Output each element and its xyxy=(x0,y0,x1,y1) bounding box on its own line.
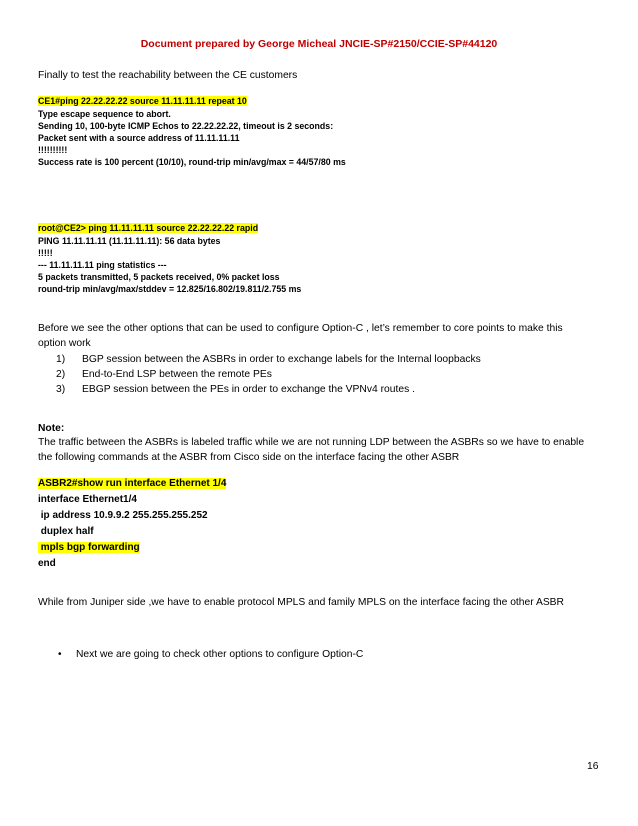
list-item-text: BGP session between the ASBRs in order to exchange labels for the Internal loopbacks xyxy=(82,354,481,365)
asbr-config-line: duplex half xyxy=(38,526,94,537)
asbr-config-line: interface Ethernet1/4 xyxy=(38,494,137,505)
asbr-config-line: ip address 10.9.9.2 255.255.255.252 xyxy=(38,510,208,521)
list-item-number: 1) xyxy=(56,354,66,365)
list-item-number: 3) xyxy=(56,384,66,395)
ce2-output-line: PING 11.11.11.11 (11.11.11.11): 56 data bytes xyxy=(38,236,221,246)
ce2-output-line: 5 packets transmitted, 5 packets received, 0% packet loss xyxy=(38,272,280,282)
document-header: Document prepared by George Micheal JNCIE-SP#2150/CCIE-SP#44120 xyxy=(140,38,498,50)
core-points-list xyxy=(38,352,481,397)
ce1-output-line: Type escape sequence to abort. xyxy=(38,109,171,119)
bullet-text: Next we are going to check other options to configure Option-C xyxy=(76,649,364,660)
note-text-line: the following commands at the ASBR from Cisco side on the interface facing the other ASBR xyxy=(38,452,460,463)
ce1-output-line: Success rate is 100 percent (10/10), round-trip min/avg/max = 44/57/80 ms xyxy=(38,157,346,167)
asbr-show-command: ASBR2#show run interface Ethernet 1/4 xyxy=(38,478,227,489)
list-item-number: 2) xyxy=(56,369,66,380)
options-paragraph-line: option work xyxy=(38,338,91,349)
asbr-config-line: end xyxy=(38,558,56,569)
list-item xyxy=(38,352,481,367)
ce1-ping-command: CE1#ping 22.22.22.22 source 11.11.11.11 repeat 10 xyxy=(38,96,247,106)
ce2-output-line: round-trip min/avg/max/stddev = 12.825/16.802/19.811/2.755 ms xyxy=(38,284,302,294)
note-heading: Note: xyxy=(38,423,65,434)
page-number: 16 xyxy=(587,761,599,772)
ce2-output-line: --- 11.11.11.11 ping statistics --- xyxy=(38,260,167,270)
list-item-text: End-to-End LSP between the remote PEs xyxy=(82,369,272,380)
note-text-line: The traffic between the ASBRs is labeled traffic while we are not running LDP between the ASBRs so we have to enable xyxy=(38,437,585,448)
juniper-text: While from Juniper side ,we have to enable protocol MPLS and family MPLS on the interface facing the other ASBR xyxy=(38,597,564,608)
ce1-output-line: Packet sent with a source address of 11.11.11.11 xyxy=(38,133,240,143)
ce1-output-line: !!!!!!!!!! xyxy=(38,145,68,155)
ce1-output-line: Sending 10, 100-byte ICMP Echos to 22.22.22.22, timeout is 2 seconds: xyxy=(38,121,334,131)
bullet-icon: • xyxy=(58,649,62,660)
intro-text: Finally to test the reachability between the CE customers xyxy=(38,70,298,81)
list-item xyxy=(38,382,481,397)
options-paragraph-line: Before we see the other options that can be used to configure Option-C , let’s remember to core points to make this xyxy=(38,323,563,334)
ce2-ping-command: root@CE2> ping 11.11.11.11 source 22.22.22.22 rapid xyxy=(38,223,259,233)
list-item xyxy=(38,367,481,382)
bullet-item xyxy=(58,649,363,660)
ce2-output-line: !!!!! xyxy=(38,248,53,258)
asbr-config-line-highlighted: mpls bgp forwarding xyxy=(38,542,140,553)
list-item-text: EBGP session between the PEs in order to exchange the VPNv4 routes . xyxy=(82,384,415,395)
